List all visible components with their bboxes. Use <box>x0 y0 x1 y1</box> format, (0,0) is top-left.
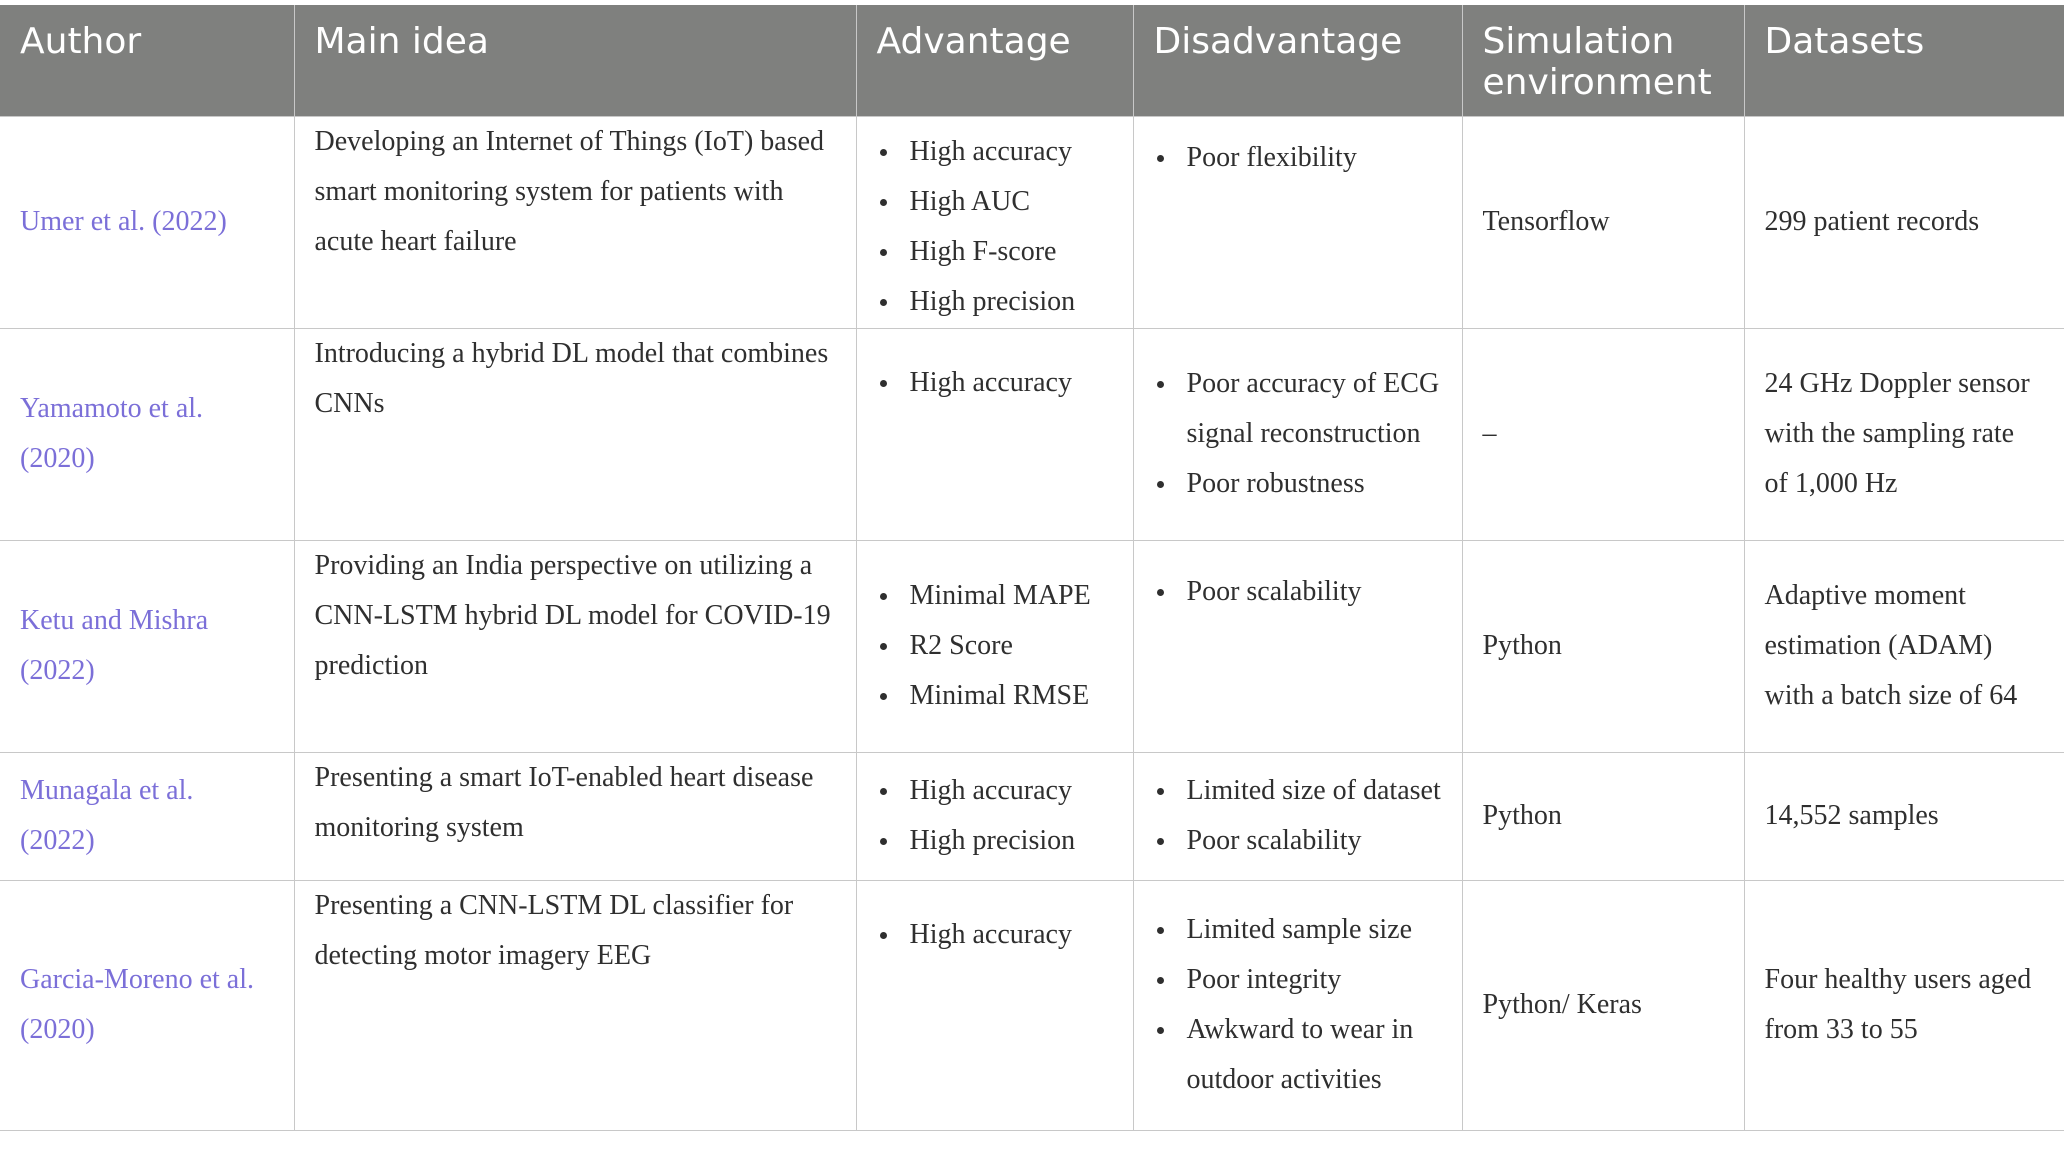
datasets-cell: Adaptive moment estimation (ADAM) with a batch size of 64 <box>1744 540 2064 752</box>
list-item: High accuracy <box>877 127 1113 177</box>
author-cell[interactable]: Yamamoto et al. (2020) <box>0 328 294 540</box>
author-cell[interactable]: Umer et al. (2022) <box>0 116 294 328</box>
disadvantage-cell <box>1133 880 1462 1130</box>
list-item: Limited size of dataset <box>1154 766 1442 816</box>
disadvantage-cell <box>1133 540 1462 752</box>
list-item: Poor scalability <box>1154 567 1442 617</box>
header-advantage: Advantage <box>856 5 1133 116</box>
main-idea-cell: Providing an India perspective on utilizing a CNN-LSTM hybrid DL model for COVID-19 prediction <box>294 540 856 752</box>
list-item: Poor integrity <box>1154 955 1442 1005</box>
list-item: Poor accuracy of ECG signal reconstruction <box>1154 359 1442 459</box>
disadvantage-list <box>1154 567 1442 617</box>
simulation-cell: Tensorflow <box>1462 116 1744 328</box>
list-item: High accuracy <box>877 358 1113 408</box>
disadvantage-list <box>1154 766 1442 866</box>
table-row <box>0 116 2064 328</box>
main-idea-cell: Presenting a CNN-LSTM DL classifier for detecting motor imagery EEG <box>294 880 856 1130</box>
header-main-idea: Main idea <box>294 5 856 116</box>
advantage-cell <box>856 540 1133 752</box>
advantage-cell <box>856 328 1133 540</box>
advantage-list <box>877 358 1113 408</box>
advantage-list <box>877 910 1113 960</box>
disadvantage-cell <box>1133 328 1462 540</box>
header-simulation-environment: Simulation environment <box>1462 5 1744 116</box>
list-item: High F-score <box>877 227 1113 277</box>
advantage-list <box>877 127 1113 327</box>
author-cell[interactable]: Garcia-Moreno et al. (2020) <box>0 880 294 1130</box>
list-item: High precision <box>877 277 1113 327</box>
main-idea-cell: Presenting a smart IoT-enabled heart disease monitoring system <box>294 752 856 880</box>
simulation-cell: – <box>1462 328 1744 540</box>
list-item: Awkward to wear in outdoor activities <box>1154 1005 1442 1105</box>
list-item: High accuracy <box>877 910 1113 960</box>
advantage-list <box>877 571 1113 721</box>
disadvantage-cell <box>1133 752 1462 880</box>
list-item: Minimal MAPE <box>877 571 1113 621</box>
list-item: Poor flexibility <box>1154 133 1442 183</box>
advantage-cell <box>856 116 1133 328</box>
table-row <box>0 880 2064 1130</box>
table-row <box>0 752 2064 880</box>
list-item: High precision <box>877 816 1113 866</box>
author-cell[interactable]: Ketu and Mishra (2022) <box>0 540 294 752</box>
list-item: Poor robustness <box>1154 459 1442 509</box>
datasets-cell: 14,552 samples <box>1744 752 2064 880</box>
disadvantage-list <box>1154 359 1442 509</box>
author-cell[interactable]: Munagala et al. (2022) <box>0 752 294 880</box>
datasets-cell: Four healthy users aged from 33 to 55 <box>1744 880 2064 1130</box>
advantage-cell <box>856 752 1133 880</box>
disadvantage-list <box>1154 905 1442 1105</box>
comparison-table <box>0 5 2064 1131</box>
header-datasets: Datasets <box>1744 5 2064 116</box>
list-item: High accuracy <box>877 766 1113 816</box>
advantage-list <box>877 766 1113 866</box>
table-header <box>0 5 2064 116</box>
simulation-cell: Python/ Keras <box>1462 880 1744 1130</box>
advantage-cell <box>856 880 1133 1130</box>
header-author: Author <box>0 5 294 116</box>
main-idea-cell: Introducing a hybrid DL model that combines CNNs <box>294 328 856 540</box>
simulation-cell: Python <box>1462 540 1744 752</box>
list-item: R2 Score <box>877 621 1113 671</box>
table-row <box>0 328 2064 540</box>
datasets-cell: 299 patient records <box>1744 116 2064 328</box>
list-item: Limited sample size <box>1154 905 1442 955</box>
disadvantage-cell <box>1133 116 1462 328</box>
list-item: Poor scalability <box>1154 816 1442 866</box>
header-row <box>0 5 2064 116</box>
table-row <box>0 540 2064 752</box>
datasets-cell: 24 GHz Doppler sensor with the sampling rate of 1,000 Hz <box>1744 328 2064 540</box>
list-item: High AUC <box>877 177 1113 227</box>
header-disadvantage: Disadvantage <box>1133 5 1462 116</box>
main-idea-cell: Developing an Internet of Things (IoT) based smart monitoring system for patients with acute heart failure <box>294 116 856 328</box>
disadvantage-list <box>1154 133 1442 183</box>
table-body <box>0 116 2064 1130</box>
simulation-cell: Python <box>1462 752 1744 880</box>
list-item: Minimal RMSE <box>877 671 1113 721</box>
